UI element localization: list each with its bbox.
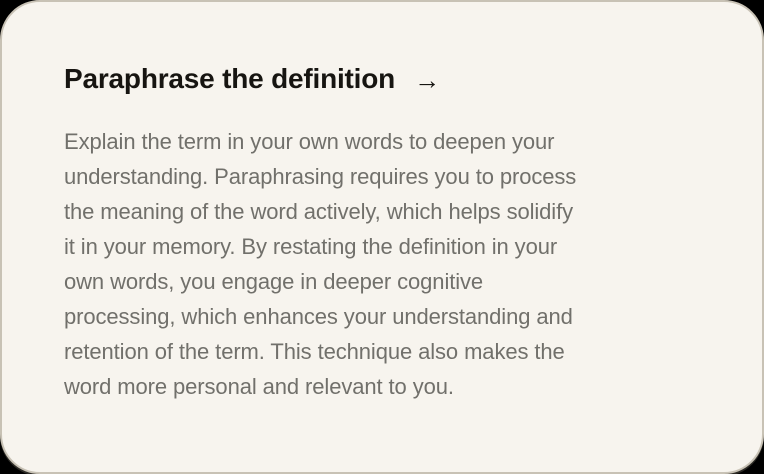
description-line: own words, you engage in deeper cognitive xyxy=(64,269,484,294)
description-line: word more personal and relevant to you. xyxy=(64,374,454,399)
card-title: Paraphrase the definition xyxy=(64,63,396,94)
description-line: understanding. Paraphrasing requires you to process xyxy=(64,164,577,189)
description-line: it in your memory. By restating the definition in your xyxy=(64,234,558,259)
card-description xyxy=(64,124,700,404)
card-title-link[interactable] xyxy=(64,60,440,98)
description-line: processing, which enhances your understanding and xyxy=(64,304,573,329)
description-line: retention of the term. This technique also makes the xyxy=(64,339,565,364)
description-line: Explain the term in your own words to deepen your xyxy=(64,129,555,154)
arrow-right-icon: → xyxy=(414,65,441,95)
description-line: the meaning of the word actively, which helps solidify xyxy=(64,199,574,224)
